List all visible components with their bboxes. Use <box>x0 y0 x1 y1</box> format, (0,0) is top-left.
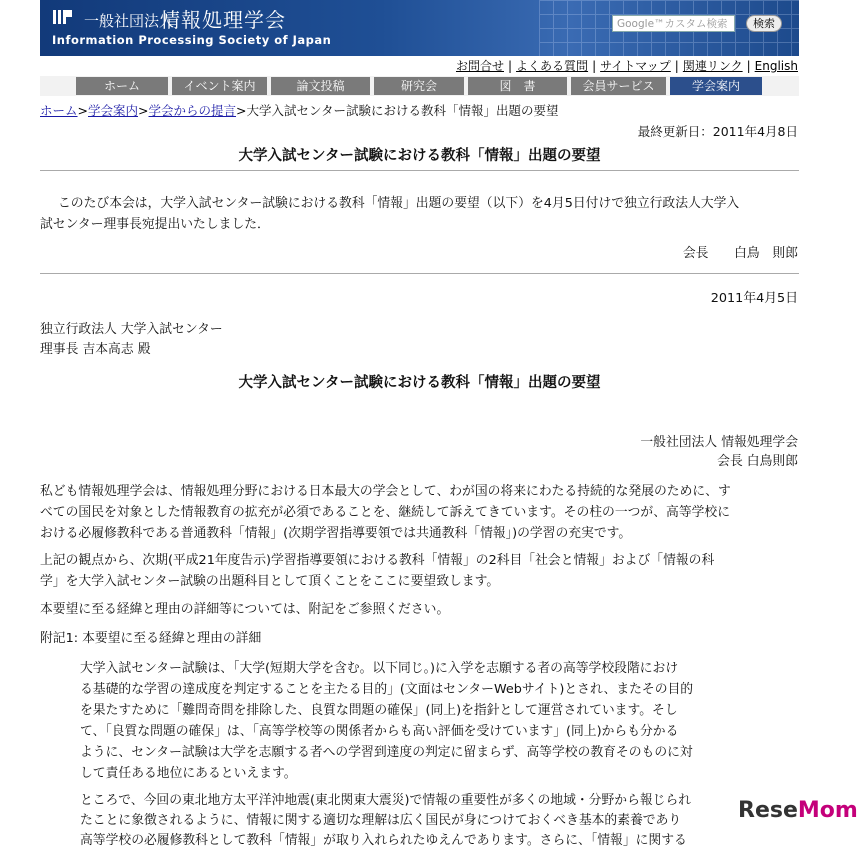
appendix-1-line6: して責任ある地位にあるといえます。 <box>80 766 297 781</box>
appendix-2-line1: ところで、今回の東北地方太平洋沖地震(東北関東大震災)で情報の重要性が多くの地域・分野から報じられ <box>80 793 692 808</box>
appendix-1-line1: 大学入試センター試験は、「大学(短期大学を含む。以下同じ。)に入学を志願する者の高等学校段階におけ <box>80 661 679 676</box>
appendix-2-line3: 高等学校の必履修教科として教科「情報」が取り入れられたゆえんであります。さらに、「情報」に関する <box>80 833 687 848</box>
recipient-name: 理事長 吉本高志 殿 <box>40 342 151 357</box>
nav-books[interactable]: 図 書 <box>468 77 567 95</box>
appendix-2-line2: たことに象徴されるように、情報に関する適切な理解は広く国民が身につけておくべき基本的素養であり <box>80 813 682 828</box>
breadcrumb-proposals[interactable]: 学会からの提言 <box>148 103 237 118</box>
page-title: 大学入試センター試験における教科「情報」出題の要望 <box>238 148 601 164</box>
search-button[interactable]: 検索 <box>746 15 782 32</box>
paragraph-2-line2: 学」を大学入試センター試験の出題科目として頂くことをここに要望致します。 <box>40 574 500 589</box>
last-updated: 最終更新日：2011年4月8日 <box>637 124 798 139</box>
nav-member-services[interactable]: 会員サービス <box>571 77 666 95</box>
utility-links: お問合せ | よくある質問 | サイトマップ | 関連リンク | English <box>455 59 798 73</box>
letter-date: 2011年4月5日 <box>710 291 798 306</box>
paragraph-1-line3: おける必履修教科である普通教科「情報」(次期学習指導要領では共通教科「情報」)の学習の充実です。 <box>40 526 632 541</box>
appendix-1-line5: ように、センター試験は大学を志願する者への学習到達度の判定に留まらず、高等学校の教育そのものに対 <box>80 745 693 760</box>
nav-papers[interactable]: 論文投稿 <box>271 77 370 95</box>
letter-title: 大学入試センター試験における教科「情報」出題の要望 <box>238 375 601 391</box>
appendix-1-line4: て、「良質な問題の確保」は、「高等学校等の関係者からも高い評価を受けています」(同上)からも分かる <box>80 724 679 739</box>
nav-events[interactable]: イベント案内 <box>172 77 267 95</box>
link-related[interactable]: 関連リンク <box>682 59 743 73</box>
intro-signature: 会長 白鳥 則郎 <box>682 246 798 261</box>
breadcrumb-about[interactable]: 学会案内 <box>88 103 139 118</box>
link-sitemap[interactable]: サイトマップ <box>600 59 671 73</box>
nav-home[interactable]: ホーム <box>76 77 168 95</box>
intro-text-line1: このたび本会は，大学入試センター試験における教科「情報」出題の要望（以下）を4月5日付けで独立行政法人大学入 <box>58 196 740 211</box>
nav-sig[interactable]: 研究会 <box>374 77 464 95</box>
ipsj-logo-icon[interactable] <box>52 8 74 26</box>
paragraph-1-line2: べての国民を対象とした情報教育の拡充が必須であることを、継続して訴えてきています。その柱の一つが、高等学校に <box>40 505 731 520</box>
appendix-title: 附記1: 本要望に至る経緯と理由の詳細 <box>40 631 262 646</box>
appendix-1-line2: る基礎的な学習の達成度を判定することを主たる目的」(文面はセンターWebサイト)とされ、またその目的 <box>80 682 694 697</box>
nav-about[interactable]: 学会案内 <box>670 77 762 95</box>
paragraph-3: 本要望に至る経緯と理由の詳細等については、附記をご参照ください。 <box>40 602 450 617</box>
watermark-part-a: Rese <box>738 798 798 823</box>
breadcrumb-home[interactable]: ホーム <box>40 103 78 118</box>
link-contact[interactable]: お問合せ <box>455 59 504 73</box>
site-header <box>40 0 799 56</box>
appendix-1-line3: を果たすために「難問奇問を排除した、良質な問題の確保」(同上)を指針として運営されています。そし <box>80 703 678 718</box>
org-name-english: Information Processing Society of Japan <box>52 33 332 47</box>
sender-org: 一般社団法人 情報処理学会 <box>640 435 798 450</box>
search-input[interactable]: Google™カスタム検索 <box>612 15 735 32</box>
breadcrumb-current: 大学入試センター試験における教科「情報」出題の要望 <box>246 103 559 118</box>
link-faq[interactable]: よくある質問 <box>516 59 589 73</box>
paragraph-1-line1: 私ども情報処理学会は、情報処理分野における日本最大の学会として、わが国の将来にわたる持続的な発展のために、す <box>40 484 731 499</box>
divider <box>40 273 799 274</box>
divider <box>40 170 799 171</box>
org-name[interactable]: 情報処理学会 <box>160 8 286 32</box>
intro-text-line2: 試センター理事長宛提出いたしました． <box>40 217 270 232</box>
sender-name: 会長 白鳥則郎 <box>717 454 798 469</box>
link-english[interactable]: English <box>754 59 798 73</box>
watermark-part-b: Mom <box>797 798 858 823</box>
recipient-org: 独立行政法人 大学入試センター <box>40 322 223 337</box>
breadcrumb: ホーム>学会案内>学会からの提言>大学入試センター試験における教科「情報」出題の要望 <box>40 103 559 118</box>
org-prefix: 一般社団法人 <box>84 12 175 30</box>
paragraph-2-line1: 上記の観点から、次期(平成21年度告示)学習指導要領における教科「情報」の2科目「社会と情報」および「情報の科 <box>40 553 715 568</box>
resemom-watermark <box>738 798 858 823</box>
